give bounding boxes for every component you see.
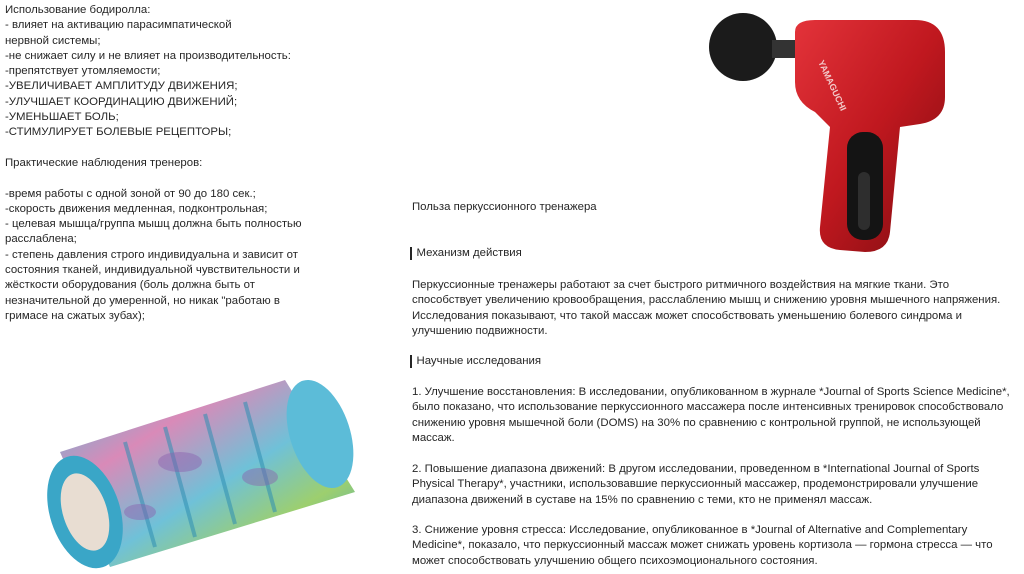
text-line: -не снижает силу и не влияет на производительность: bbox=[5, 49, 291, 62]
text-line: -УВЕЛИЧИВАЕТ АМПЛИТУДУ ДВИЖЕНИЯ; bbox=[5, 80, 238, 93]
text-line: -УЛУЧШАЕТ КООРДИНАЦИЮ ДВИЖЕНИЙ; bbox=[5, 95, 238, 108]
blank-line bbox=[5, 171, 335, 186]
text-line: -время работы с одной зоной от 90 до 180 сек.; bbox=[5, 187, 256, 200]
research-item-3: 3. Снижение уровня стресса: Исследование, опубликованное в *Journal of Alternative and Complementary Medicine*, показало, что перкуссионный массаж может снижать уровень кортизола — гормона стресса — что может способствовать улучшению общего психоэмоционального состояния. bbox=[412, 524, 993, 567]
text-line: нервной системы; bbox=[5, 34, 101, 47]
text-line: -скорость движения медленная, подконтрольная; bbox=[5, 202, 268, 215]
text-line: - целевая мышца/группа мышц должна быть полностью bbox=[5, 218, 302, 231]
text-line: Практические наблюдения тренеров: bbox=[5, 156, 203, 169]
text-line: незначительной до умеренной, но никак "работаю в bbox=[5, 294, 280, 307]
section-heading-mechanism bbox=[410, 246, 522, 261]
text-line: расслаблена; bbox=[5, 233, 77, 246]
research-item-1: 1. Улучшение восстановления: В исследовании, опубликованном в журнале *Journal of Sports Science Medicine*, было показано, что использование перкуссионного массажера после интенсивных тренировок способствовало снижению уровня мышечной боли (DOMS) на 30% по сравнению с контрольной группой, не использующей массаж. bbox=[412, 386, 1010, 444]
massage-gun-icon bbox=[700, 2, 965, 260]
text-line: состояния тканей, индивидуальной чувствительности и bbox=[5, 264, 300, 277]
text-line: гримасе на сжатых зубах); bbox=[5, 309, 145, 322]
bodyroll-notes bbox=[5, 3, 335, 324]
research-item-2: 2. Повышение диапазона движений: В другом исследовании, проведенном в *International Journal of Sports Physical Therapy*, участники, использовавшие перкуссионный массажер, продемонстрировали улучшение диапазона движений в суставе на 15% по сравнению с теми, кто не применял массаж. bbox=[412, 463, 980, 506]
heading-bar bbox=[410, 247, 412, 260]
text-line: -препятствует утомляемости; bbox=[5, 65, 161, 78]
text-line: - степень давления строго индивидуальна и зависит от bbox=[5, 248, 298, 261]
brand-label: YAMAGUCHI bbox=[816, 58, 849, 113]
text-line: - влияет на активацию парасимпатической bbox=[5, 19, 232, 32]
text-line: -УМЕНЬШАЕТ БОЛЬ; bbox=[5, 111, 119, 124]
article-title: Польза перкуссионного тренажера bbox=[412, 201, 597, 213]
section-heading-research bbox=[410, 354, 541, 369]
text-line: жёсткости оборудования (боль должна быть от bbox=[5, 279, 255, 292]
heading-text: Механизм действия bbox=[416, 247, 522, 259]
foam-roller-icon bbox=[30, 372, 385, 572]
mechanism-paragraph: Перкуссионные тренажеры работают за счет быстрого ритмичного воздействия на мягкие ткани. Это способствует увеличению кровообращения, расслаблению мышц и снижению уровня мышечного напряжения. Исследования показывают, что такой массаж может способствовать уменьшению болевого синдрома и улучшению подвижности. bbox=[412, 279, 1001, 337]
heading-bar bbox=[410, 355, 412, 368]
text-line: -СТИМУЛИРУЕТ БОЛЕВЫЕ РЕЦЕПТОРЫ; bbox=[5, 126, 232, 139]
text-line: Использование бодиролла: bbox=[5, 4, 151, 16]
blank-line bbox=[5, 141, 335, 156]
heading-text: Научные исследования bbox=[416, 355, 542, 367]
